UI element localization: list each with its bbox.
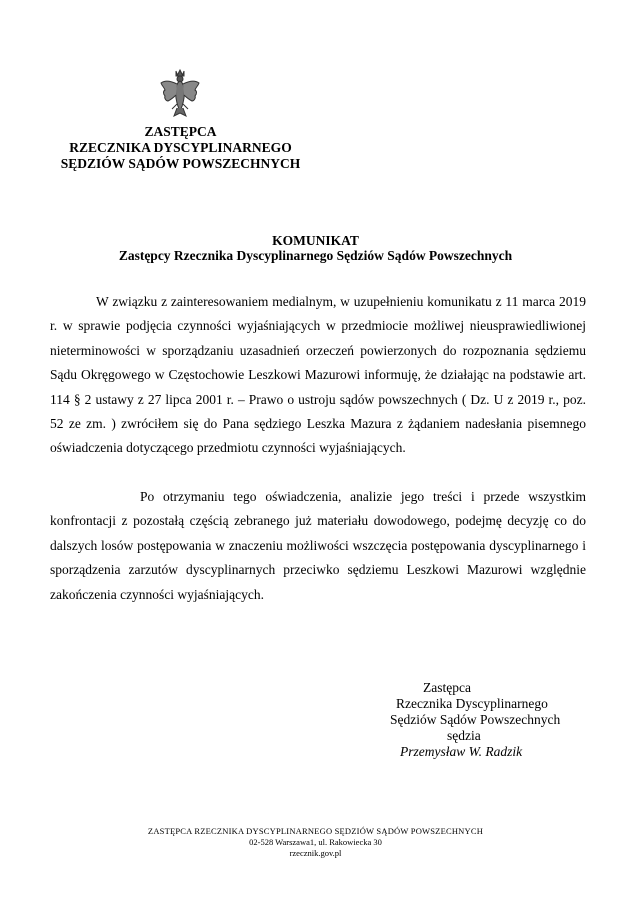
document-subtitle: Zastępcy Rzecznika Dyscyplinarnego Sędziów Sądów Powszechnych xyxy=(118,248,513,263)
signature-line-3: Sędziów Sądów Powszechnych xyxy=(390,712,561,727)
issuer-line-2: RZECZNIKA DYSCYPLINARNEGO xyxy=(69,140,292,155)
signature-block xyxy=(390,680,560,760)
issuer-line-1: ZASTĘPCA xyxy=(144,124,217,139)
paragraph-text: Po otrzymaniu tego oświadczenia, analizie jego treści i przede wszystkim konfrontacji z pozostałą częścią zebranego już materiału dowodowego, podejmę decyzję co do dalszych losów postępowania w znaczeniu możliwości wszczęcia postępowania dyscyplinarnego i sporządzenia zarzutów dyscyplinarnych przeciwko sędziemu Leszkowi Mazurowi względnie zakończenia czynności wyjaśniających. xyxy=(50,489,586,602)
body-paragraph-1 xyxy=(50,290,586,461)
signature-line-1: Zastępca xyxy=(423,680,471,695)
body-paragraph-2 xyxy=(50,485,586,607)
signature-line-4: sędzia xyxy=(447,728,481,743)
signature-name: Przemysław W. Radzik xyxy=(400,744,523,759)
document-footer xyxy=(0,826,631,859)
document-title: KOMUNIKAT xyxy=(272,233,359,248)
issuer-header xyxy=(58,124,303,172)
footer-line-1: ZASTĘPCA RZECZNIKA DYSCYPLINARNEGO SĘDZIÓW SĄDÓW POWSZECHNYCH xyxy=(147,826,484,836)
footer-website: rzecznik.gov.pl xyxy=(289,848,342,858)
issuer-line-3: SĘDZIÓW SĄDÓW POWSZECHNYCH xyxy=(60,156,301,171)
paragraph-text: W związku z zainteresowaniem medialnym, w uzupełnieniu komunikatu z 11 marca 2019 r. w sprawie podjęcia czynności wyjaśniających w przedmiocie możliwej nieusprawiedliwionej nieterminowości w sporządzaniu uzasadnień orzeczeń powierzonych do rozpoznania sędziemu Sądu Okręgowego w Częstochowie Leszkowi Mazurowi informuję, że działając na podstawie art. 114 § 2 ustawy z 27 lipca 2001 r. – Prawo o ustroju sądów powszechnych ( Dz. U z 2019 r., poz. 52 ze zm. ) zwróciłem się do Pana sędziego Leszka Mazura z żądaniem nadesłania pisemnego oświadczenia dotyczącego przedmiotu czynności wyjaśniających. xyxy=(50,294,586,456)
polish-eagle-emblem-icon xyxy=(159,68,201,120)
footer-address: 02-528 Warszawa1, ul. Rakowiecka 30 xyxy=(249,837,382,847)
signature-line-2: Rzecznika Dyscyplinarnego xyxy=(396,696,548,711)
